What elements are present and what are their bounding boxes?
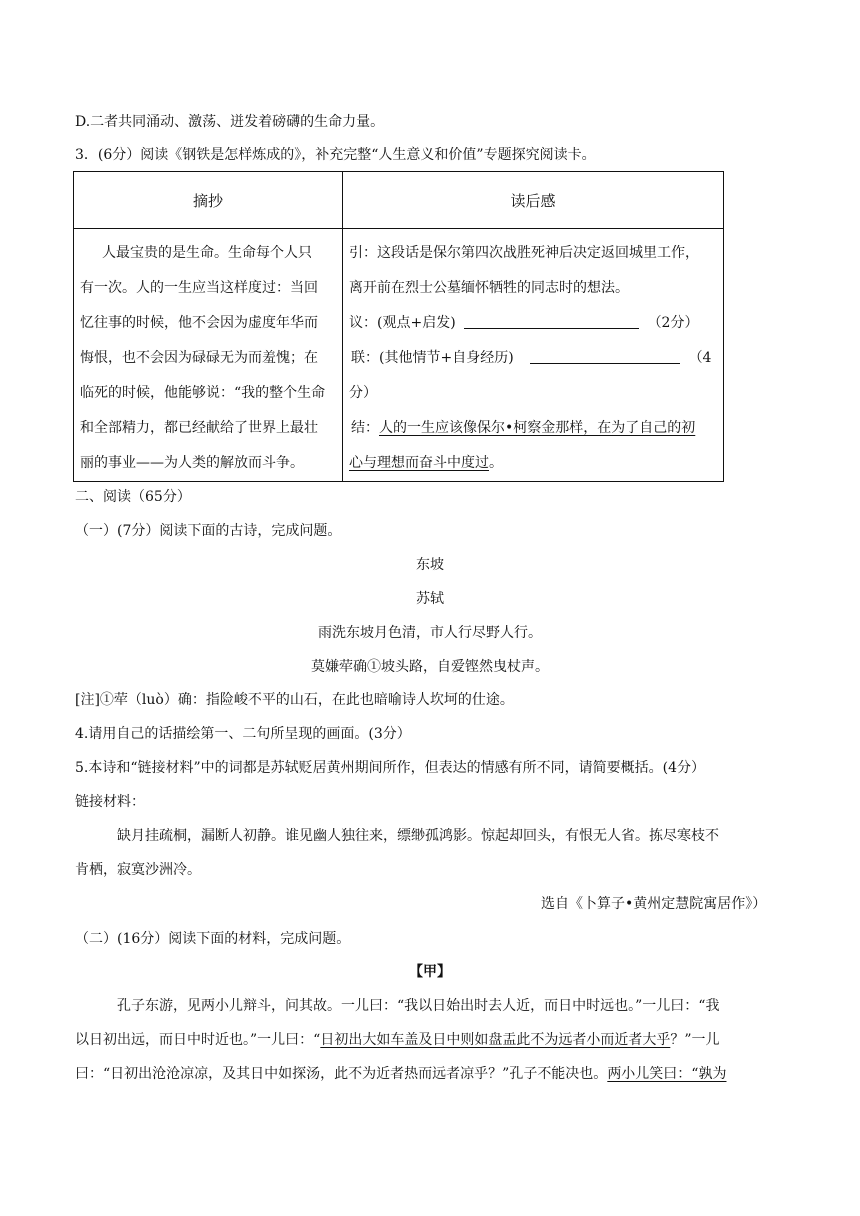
jie-text-1: 人的一生应该像保尔•柯察金那样，在为了自己的初 xyxy=(379,420,696,436)
jia-label: 【甲】 xyxy=(409,964,451,980)
part-1-intro: （一）(7分）阅读下面的古诗，完成问题。 xyxy=(75,523,342,539)
poem-line-2: 莫嫌荦确①坡头路，自爱铿然曳杖声。 xyxy=(311,659,549,675)
passage-line-3-start: 曰：“日初出沧沧凉凉，及其日中如探汤，此不为近者热而远者凉乎？”孔子不能决也。 xyxy=(75,1066,608,1082)
excerpt-line: 忆往事的时候，他不会因为虚度年华而 xyxy=(80,315,318,331)
option-d: D.二者共同涌动、激荡、迸发着磅礴的生命力量。 xyxy=(75,114,385,130)
excerpt-line: 丽的事业——为人类的解放而斗争。 xyxy=(80,455,304,471)
poem-title: 东坡 xyxy=(416,557,444,573)
part-2-intro: （二）(16分）阅读下面的材料，完成问题。 xyxy=(75,931,351,947)
lian-score: （4 xyxy=(688,350,712,366)
excerpt-line: 有一次。人的一生应当这样度过：当回 xyxy=(80,280,318,296)
yin-line-2: 离开前在烈士公墓缅怀牺牲的同志时的想法。 xyxy=(349,280,629,296)
passage-underlined-sentence: 日初出大如车盖及日中则如盘盂此不为远者小而近者大乎 xyxy=(320,1032,671,1048)
link-material-line-1: 缺月挂疏桐，漏断人初静。谁见幽人独往来，缥缈孤鸿影。惊起却回头，有恨无人省。拣尽寒枝不 xyxy=(117,828,719,844)
link-material-line-2: 肯栖，寂寞沙洲冷。 xyxy=(75,862,201,878)
passage-line-2-end: ？”一儿 xyxy=(670,1032,720,1048)
passage-underlined-tail: 两小儿笑曰：“孰为 xyxy=(607,1066,727,1082)
jie-prefix: 结： xyxy=(351,420,379,436)
question-5: 5.本诗和“链接材料”中的词都是苏轼贬居黄州期间所作，但表达的情感有所不同，请简要概括。(4分） xyxy=(75,760,706,776)
excerpt-line: 人最宝贵的是生命。生命每个人只 xyxy=(102,245,312,261)
reflection-cell xyxy=(343,229,724,482)
yin-line-1: 引：这段话是保尔第四次战胜死神后决定返回城里工作， xyxy=(349,245,699,261)
lian-prefix: 联：(其他情节+自身经历) xyxy=(351,350,514,366)
jie-end: 。 xyxy=(489,455,503,471)
excerpt-line: 和全部精力，都已经献给了世界上最壮 xyxy=(80,420,318,436)
passage-line-2-start: 以日初出远，而日中时近也。”一儿曰：“ xyxy=(75,1032,321,1048)
link-material-source: 选自《卜算子•黄州定慧院寓居作》） xyxy=(541,896,767,912)
excerpt-cell xyxy=(74,229,343,482)
lian-score-cont: 分） xyxy=(349,385,377,401)
section-2-heading: 二、阅读（65分） xyxy=(75,489,191,505)
yi-prefix: 议：(观点+启发) xyxy=(349,315,456,331)
jie-line-1 xyxy=(351,418,695,438)
jie-line-2 xyxy=(349,453,503,473)
passage-line-1: 孔子东游，见两小儿辩斗，问其故。一儿曰：“我以日始出时去人近，而日中时远也。”一儿曰：“我 xyxy=(117,998,720,1014)
yi-line xyxy=(349,313,698,333)
excerpt-line: 悔恨，也不会因为碌碌无为而羞愧；在 xyxy=(80,350,318,366)
question-4: 4.请用自己的话描绘第一、二句所呈现的画面。(3分） xyxy=(75,726,411,742)
yi-score: （2分） xyxy=(647,315,699,331)
question-3-stem: 3．(6分）阅读《钢铁是怎样炼成的》，补充完整“人生意义和价值”专题探究阅读卡。 xyxy=(75,147,596,163)
jie-text-2: 心与理想而奋斗中度过 xyxy=(349,455,489,471)
passage-line-3 xyxy=(75,1064,726,1084)
poem-line-1: 雨洗东坡月色清，市人行尽野人行。 xyxy=(318,625,542,641)
header-excerpt: 摘抄 xyxy=(74,172,343,229)
poem-note: [注]①荦（luò）确：指险峻不平的山石，在此也暗喻诗人坎坷的仕途。 xyxy=(75,692,514,708)
excerpt-line: 临死的时候，他能够说：“我的整个生命 xyxy=(80,385,326,401)
yi-answer-blank[interactable] xyxy=(464,314,639,329)
lian-line xyxy=(351,348,711,368)
passage-line-2 xyxy=(75,1030,720,1050)
poem-author: 苏轼 xyxy=(416,591,444,607)
lian-answer-blank[interactable] xyxy=(530,349,680,364)
reading-card-table xyxy=(73,171,724,482)
link-material-label: 链接材料： xyxy=(75,794,145,810)
header-reflection: 读后感 xyxy=(343,172,724,229)
